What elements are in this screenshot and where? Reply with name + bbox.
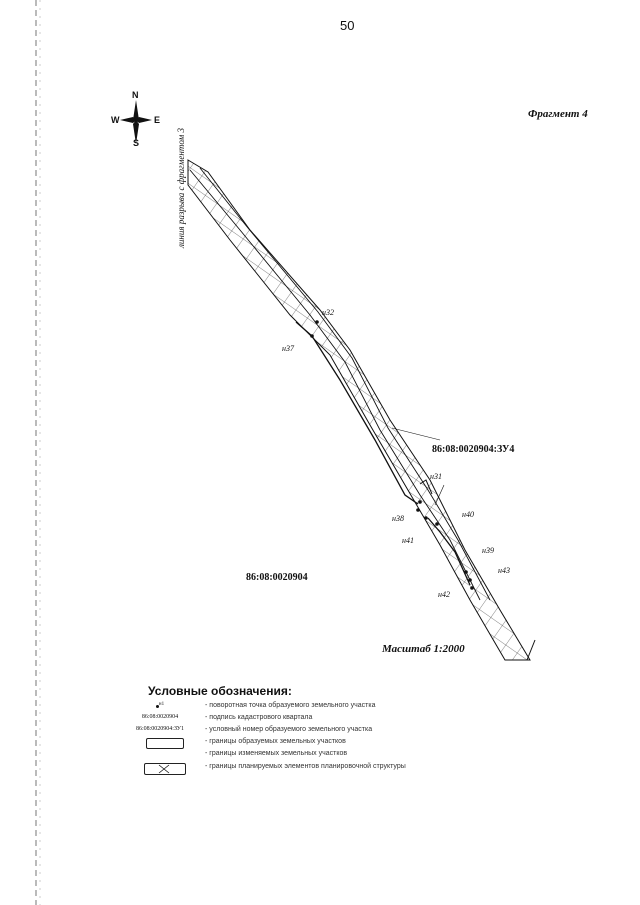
legend-title: Условные обозначения: <box>148 684 292 698</box>
legend-row-changed-boundary: - границы изменяемых земельных участков <box>205 750 348 757</box>
page-number: 50 <box>340 18 355 33</box>
legend-symbol-hatched-box <box>144 763 186 775</box>
point-n31: н31 <box>430 472 442 481</box>
compass-west: W <box>111 115 120 125</box>
point-n42: н42 <box>438 590 450 599</box>
compass-north: N <box>132 90 139 100</box>
legend-row-planned-boundary: - границы планируемых элементов планировочной структуры <box>120 763 540 775</box>
compass-east: E <box>154 115 161 125</box>
point-n38: н38 <box>392 514 404 523</box>
legend-symbol-box <box>146 738 184 749</box>
legend-symbol-point: н1 <box>120 702 200 710</box>
legend-row-point: $^{н1}$ - поворотная точка образуемого земельного участка <box>120 702 540 714</box>
quarter-label: 86:08:0020904 <box>246 572 308 583</box>
break-line-label: линия разрыва с фрагментом 3 <box>176 127 186 248</box>
point-n40: н40 <box>462 510 474 519</box>
point-n39: н39 <box>482 546 494 555</box>
legend-row-quarter: 86:08:0020904 - подпись кадастрового квартала <box>141 714 313 721</box>
scale-label: Масштаб 1:2000 <box>382 643 465 655</box>
point-n43: н43 <box>498 566 510 575</box>
parcel-label: 86:08:0020904:ЗУ4 <box>432 444 515 455</box>
legend-row-formed-boundary: - границы образуемых земельных участков <box>120 738 540 750</box>
point-n41: н41 <box>402 536 414 545</box>
road-corridor <box>188 160 530 660</box>
compass-south: S <box>133 138 140 148</box>
legend-row-parcel-number: 86:08:0020904:ЗУ1 - условный номер образуемого земельного участка <box>135 726 373 733</box>
point-n32: н32 <box>322 308 334 317</box>
point-n37: н37 <box>282 344 294 353</box>
fragment-title: Фрагмент 4 <box>528 108 588 120</box>
